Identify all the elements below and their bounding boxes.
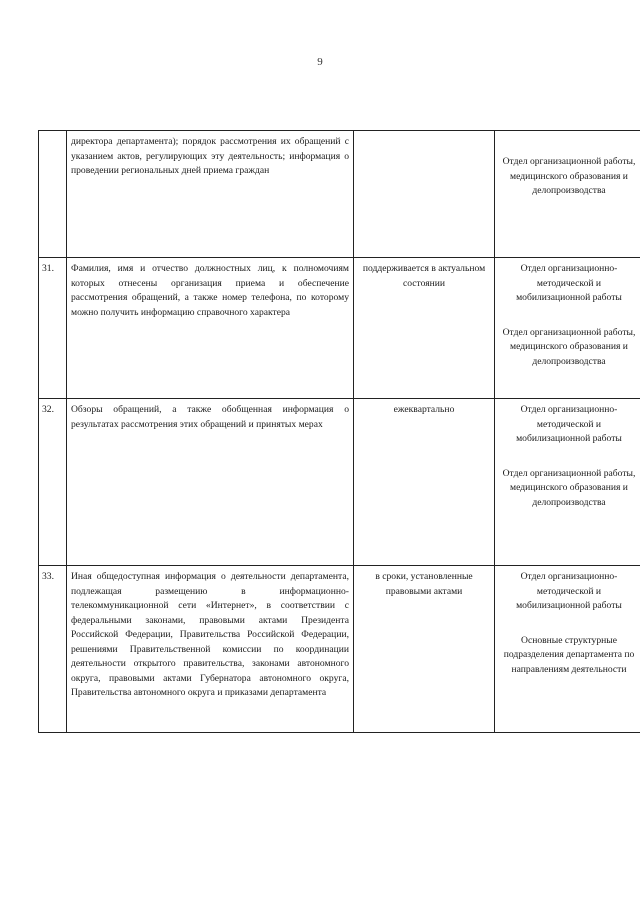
row-responsible [495,566,640,733]
table-row [39,399,640,566]
row-term: поддерживается в актуальном состоянии [354,258,495,399]
responsible-unit: Отдел организационно-методической и мобилизационной работы [516,404,622,444]
responsible-unit: Отдел организационно-методической и мобилизационной работы [516,263,622,303]
responsible-unit: Отдел организационной работы, медицинского образования и делопроизводства [502,326,636,367]
row-term: в сроки, установленные правовыми актами [354,566,495,733]
row-description: директора департамента); порядок рассмотрения их обращений с указанием актов, регулирующих эту деятельность; информация о проведении региональных дней приема граждан [67,131,354,258]
page-number: 9 [317,56,323,68]
table-row [39,131,640,258]
row-description: Фамилия, имя и отчество должностных лиц, к полномочиям которых отнесены организация приема и обеспечение рассмотрения обращений, а также номер телефона, по которому можно получить информацию справочного характера [67,258,354,399]
row-responsible [495,399,640,566]
responsible-unit: Отдел организационной работы, медицинского образования и делопроизводства [502,467,636,508]
row-term [354,131,495,258]
row-number: 32. [39,399,67,566]
table-row [39,566,640,733]
row-number: 31. [39,258,67,399]
row-responsible [495,258,640,399]
responsible-unit: Отдел организационной работы, медицинского образования и делопроизводства [502,156,636,196]
responsible-unit: Основные структурные подразделения департамента по направлениям деятельности [503,634,635,675]
row-description: Иная общедоступная информация о деятельности департамента, подлежащая размещению в информационно-телекоммуникационной сети «Интернет», в соответствии с федеральными законами, правовыми актами Президента Российской Федерации, Правительства Российской Федерации, решениями Правительственной комиссии по координации деятельности открытого правительства, законами автономного округа, правовыми актами Губернатора автономного округа, Правительства автономного округа и приказами департамента [67,566,354,733]
row-responsible [495,131,640,258]
table-row [39,258,640,399]
row-number: 33. [39,566,67,733]
responsible-unit: Отдел организационно-методической и мобилизационной работы [516,571,622,611]
row-term: ежеквартально [354,399,495,566]
row-number [39,131,67,258]
document-table [38,130,640,733]
row-description: Обзоры обращений, а также обобщенная информация о результатах рассмотрения этих обращений и принятых мерах [67,399,354,566]
